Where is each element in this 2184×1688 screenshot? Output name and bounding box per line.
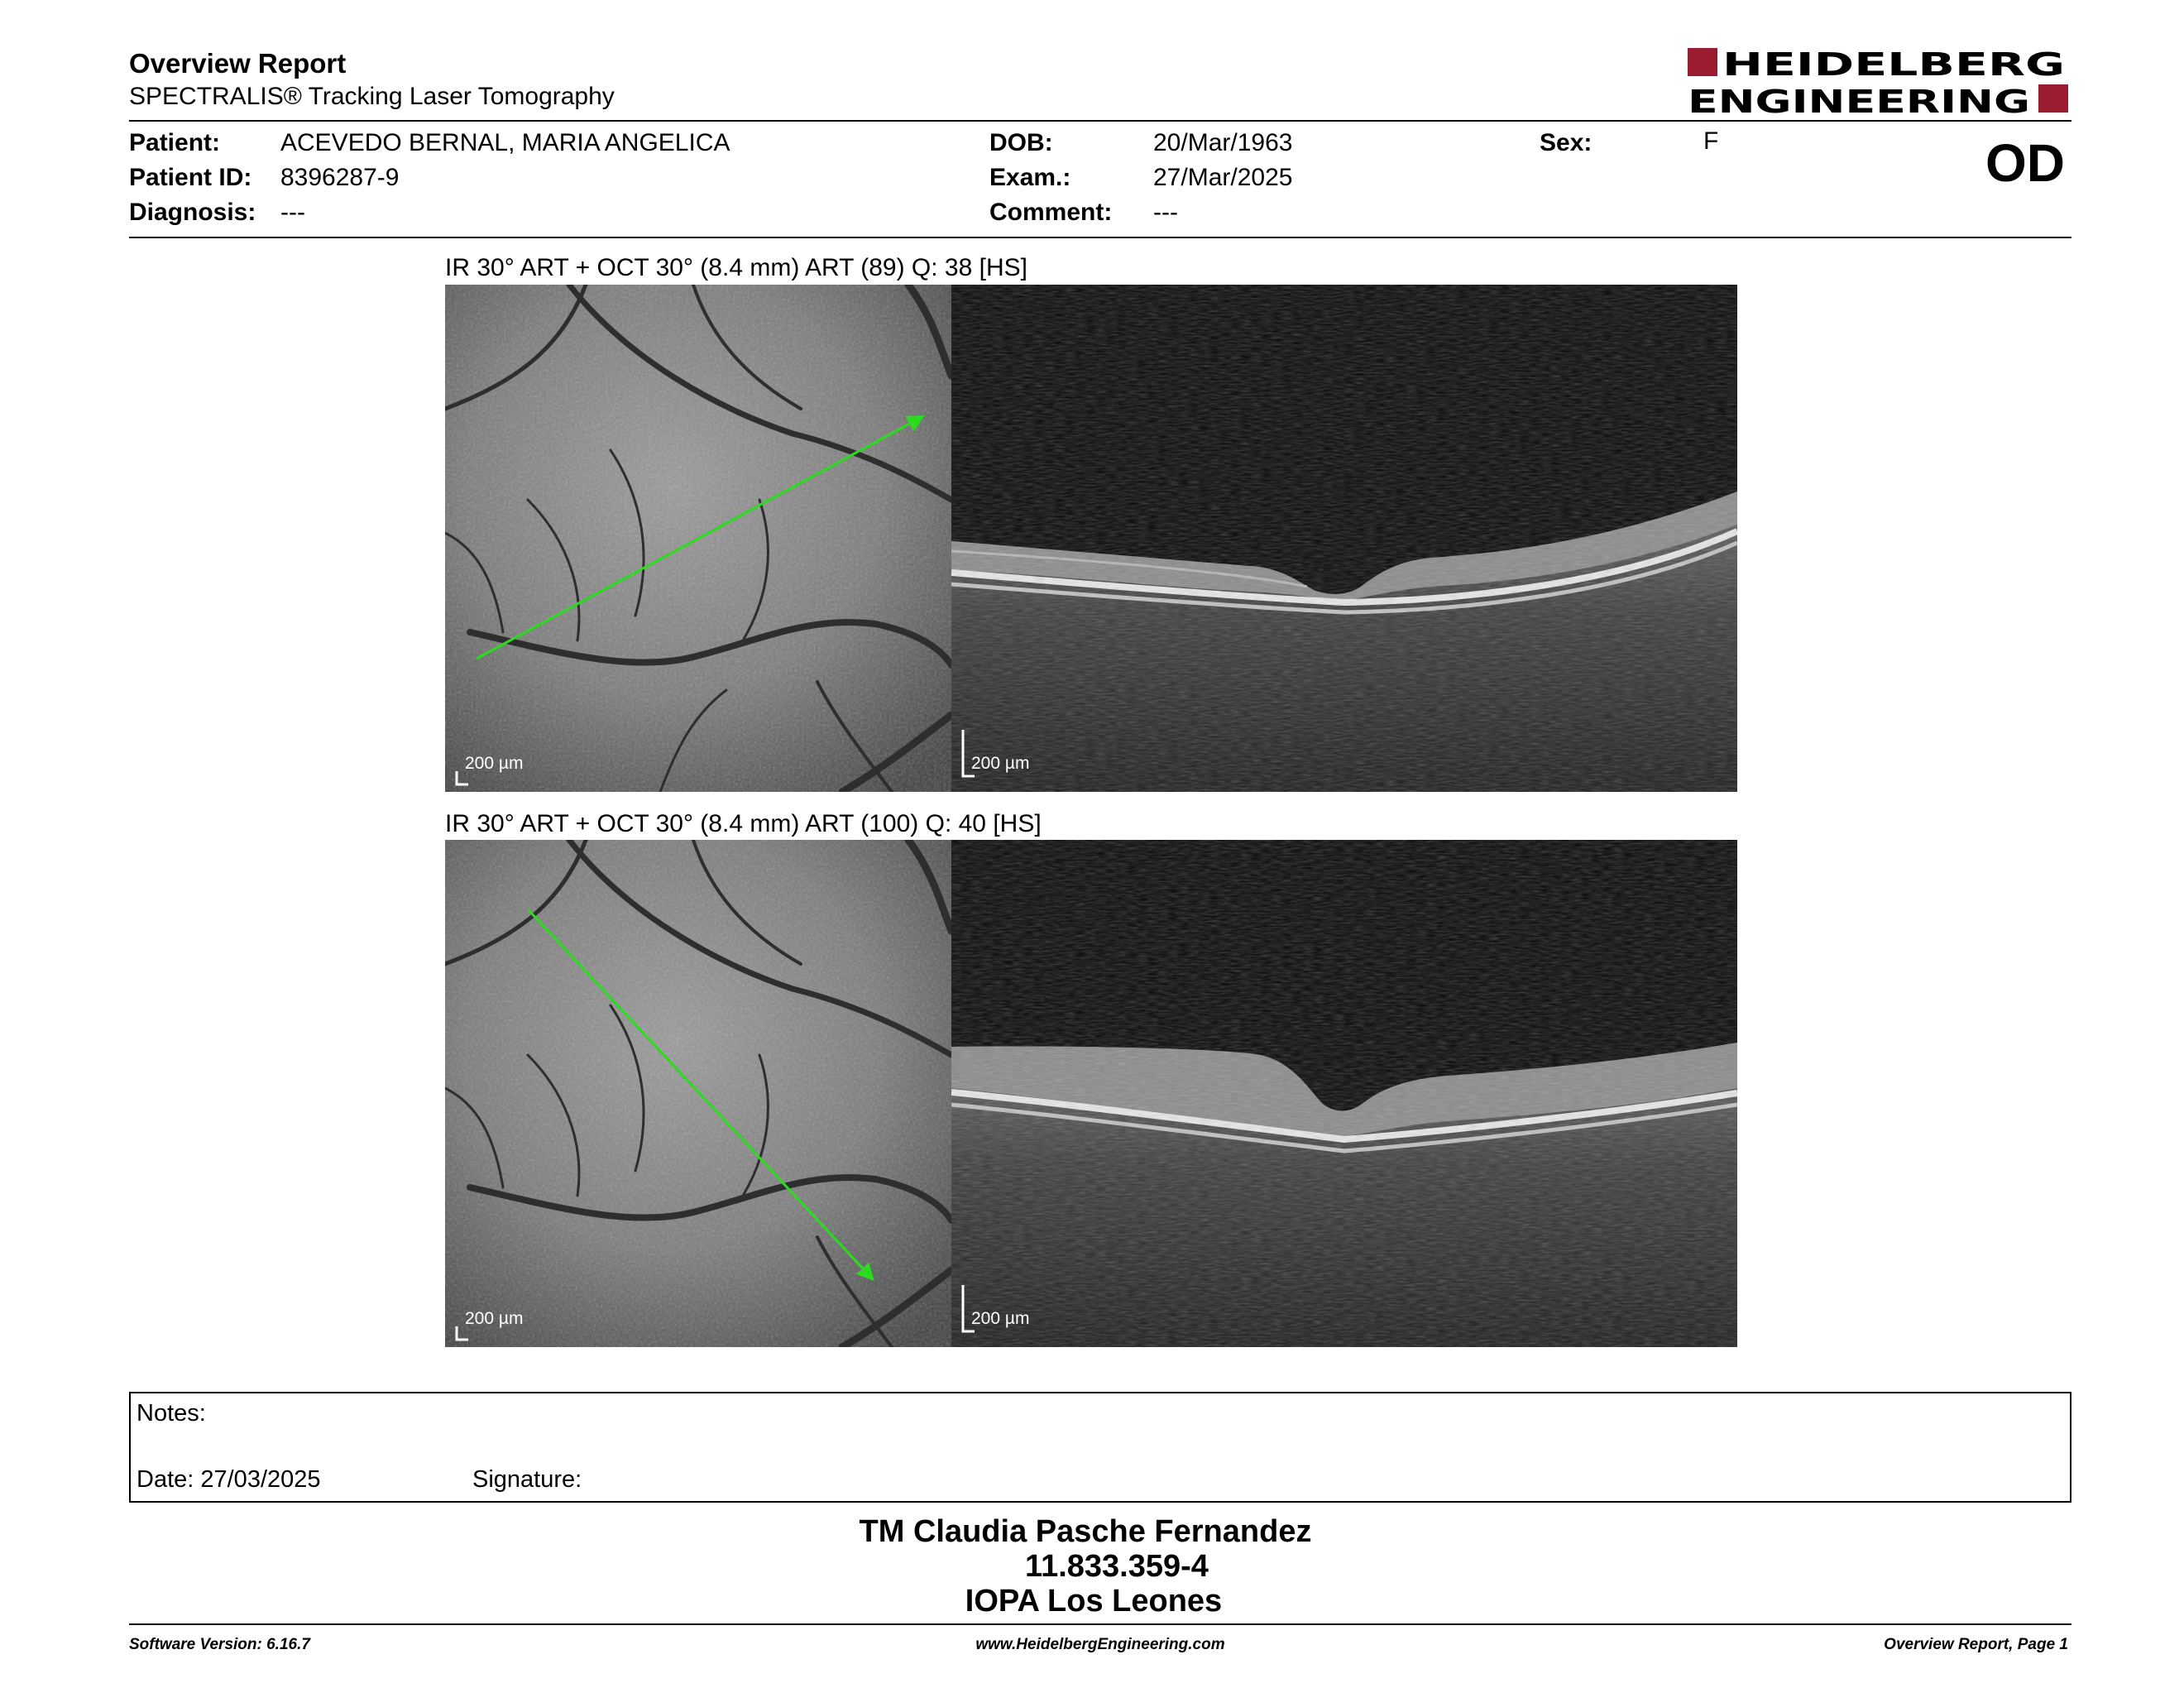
patient-id-label: Patient ID:	[129, 164, 252, 191]
scan-2-title: IR 30° ART + OCT 30° (8.4 mm) ART (100) Q: 40 [HS]	[445, 810, 1042, 837]
logo-line2: ENGINEERING	[1688, 84, 2030, 116]
scan-2-oct-image	[951, 840, 1737, 1347]
footer-rule	[129, 1623, 2071, 1625]
eye-indicator: OD	[1985, 133, 2065, 193]
scan-2-fundus-scale: 200 µm	[465, 1309, 524, 1328]
scan-1-fundus-image	[445, 285, 951, 792]
header-rule	[129, 120, 2071, 122]
notes-label: Notes:	[136, 1400, 206, 1427]
report-title: Overview Report	[129, 48, 347, 79]
signatory-id: 11.833.359-4	[1025, 1549, 1209, 1584]
scan-2-fundus-image	[445, 840, 951, 1347]
website-link[interactable]: www.HeidelbergEngineering.com	[975, 1636, 1225, 1653]
signature-label: Signature:	[472, 1466, 582, 1493]
scan-1-oct-scale: 200 µm	[971, 754, 1030, 773]
signatory-name: TM Claudia Pasche Fernandez	[859, 1514, 1312, 1549]
comment-value: ---	[1153, 199, 1178, 226]
patient-label: Patient:	[129, 129, 221, 156]
software-version: Software Version: 6.16.7	[129, 1636, 310, 1653]
scan-2-oct-scale: 200 µm	[971, 1309, 1030, 1328]
sex-label: Sex:	[1540, 129, 1592, 156]
dob-label: DOB:	[989, 129, 1053, 156]
signatory-institution: IOPA Los Leones	[965, 1584, 1223, 1618]
diagnosis-value: ---	[280, 199, 305, 226]
heidelberg-logo	[1688, 46, 2068, 116]
logo-line1: HEIDELBERG	[1722, 46, 2065, 83]
report-subtitle: SPECTRALIS® Tracking Laser Tomography	[129, 83, 615, 110]
patient-value: ACEVEDO BERNAL, MARIA ANGELICA	[280, 129, 730, 156]
scan-1-title: IR 30° ART + OCT 30° (8.4 mm) ART (89) Q: 38 [HS]	[445, 254, 1027, 281]
patient-id-value: 8396287-9	[280, 164, 400, 191]
notes-box	[129, 1392, 2071, 1503]
exam-value: 27/Mar/2025	[1153, 164, 1293, 191]
sex-value: F	[1703, 127, 1719, 155]
exam-label: Exam.:	[989, 164, 1071, 191]
scan-1-oct-image	[951, 285, 1737, 792]
diagnosis-label: Diagnosis:	[129, 199, 256, 226]
patient-rule	[129, 237, 2071, 238]
comment-label: Comment:	[989, 199, 1113, 226]
scan-1-fundus-scale: 200 µm	[465, 754, 524, 773]
dob-value: 20/Mar/1963	[1153, 129, 1293, 156]
page-info: Overview Report, Page 1	[1884, 1636, 2068, 1653]
notes-date: Date: 27/03/2025	[136, 1466, 321, 1493]
